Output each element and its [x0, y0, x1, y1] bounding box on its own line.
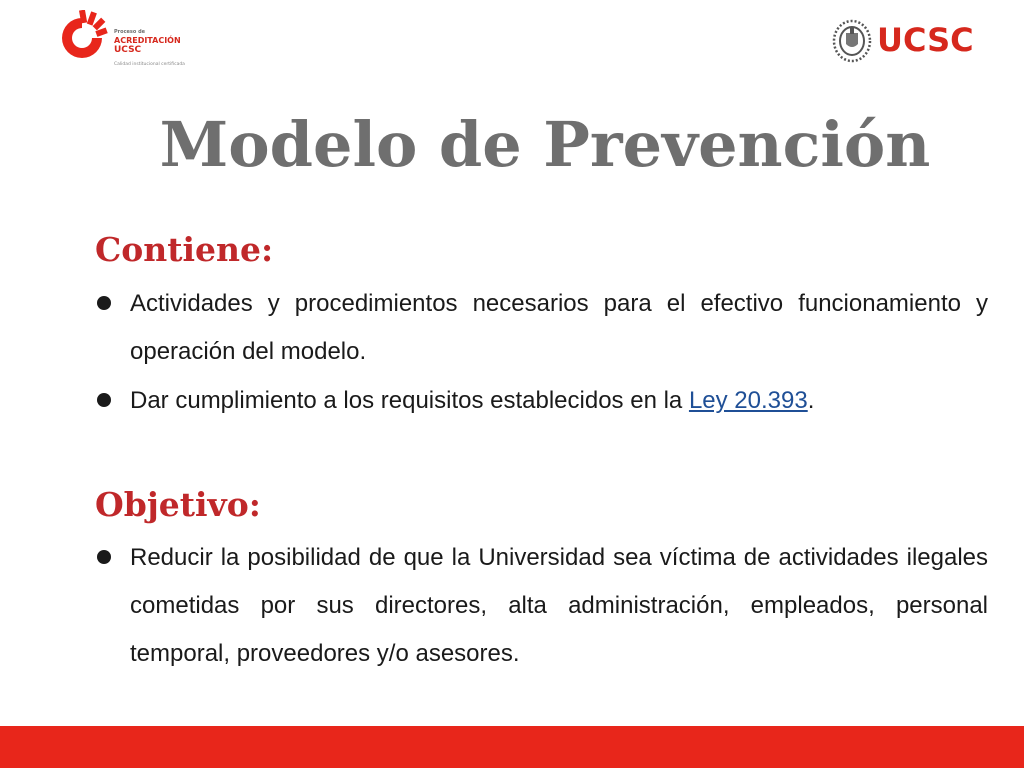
- acreditacion-small-text: Proceso de: [114, 29, 146, 35]
- acreditacion-line1: ACREDITACIÓN: [114, 36, 181, 45]
- section-heading-objetivo: Objetivo:: [95, 485, 261, 524]
- bullet-item-cumplimiento: [130, 377, 988, 425]
- acreditacion-logo: [54, 10, 184, 65]
- bullet-item-text: Dar cumplimiento a los requisitos establecidos en la: [130, 387, 689, 414]
- footer-bar: [0, 726, 1024, 768]
- bullet-item-actividades: Actividades y procedimientos necesarios para el efectivo funcionamiento y operación del modelo.: [130, 290, 988, 365]
- bullet-icon: [97, 296, 111, 310]
- ucsc-logo: [831, 18, 974, 64]
- bullet-item-reducir: Reducir la posibilidad de que la Universidad sea víctima de actividades ilegales cometidas por sus directores, alta administración, empleados, personal temporal, proveedores y/o asesores.: [130, 544, 988, 667]
- university-crest-icon: [831, 18, 873, 64]
- bullet-icon: [97, 550, 111, 564]
- acreditacion-mark-icon: [54, 10, 110, 65]
- ucsc-wordmark: UCSC: [877, 21, 974, 59]
- acreditacion-line2: UCSC: [114, 45, 142, 55]
- bullet-item-text-end: .: [807, 387, 815, 414]
- ley-link[interactable]: Ley 20.393: [688, 387, 808, 414]
- section-heading-contiene: Contiene:: [95, 230, 274, 269]
- slide-title: Modelo de Prevención: [159, 108, 931, 181]
- bullet-icon: [97, 393, 111, 407]
- acreditacion-tagline: Calidad institucional certificada: [114, 62, 185, 67]
